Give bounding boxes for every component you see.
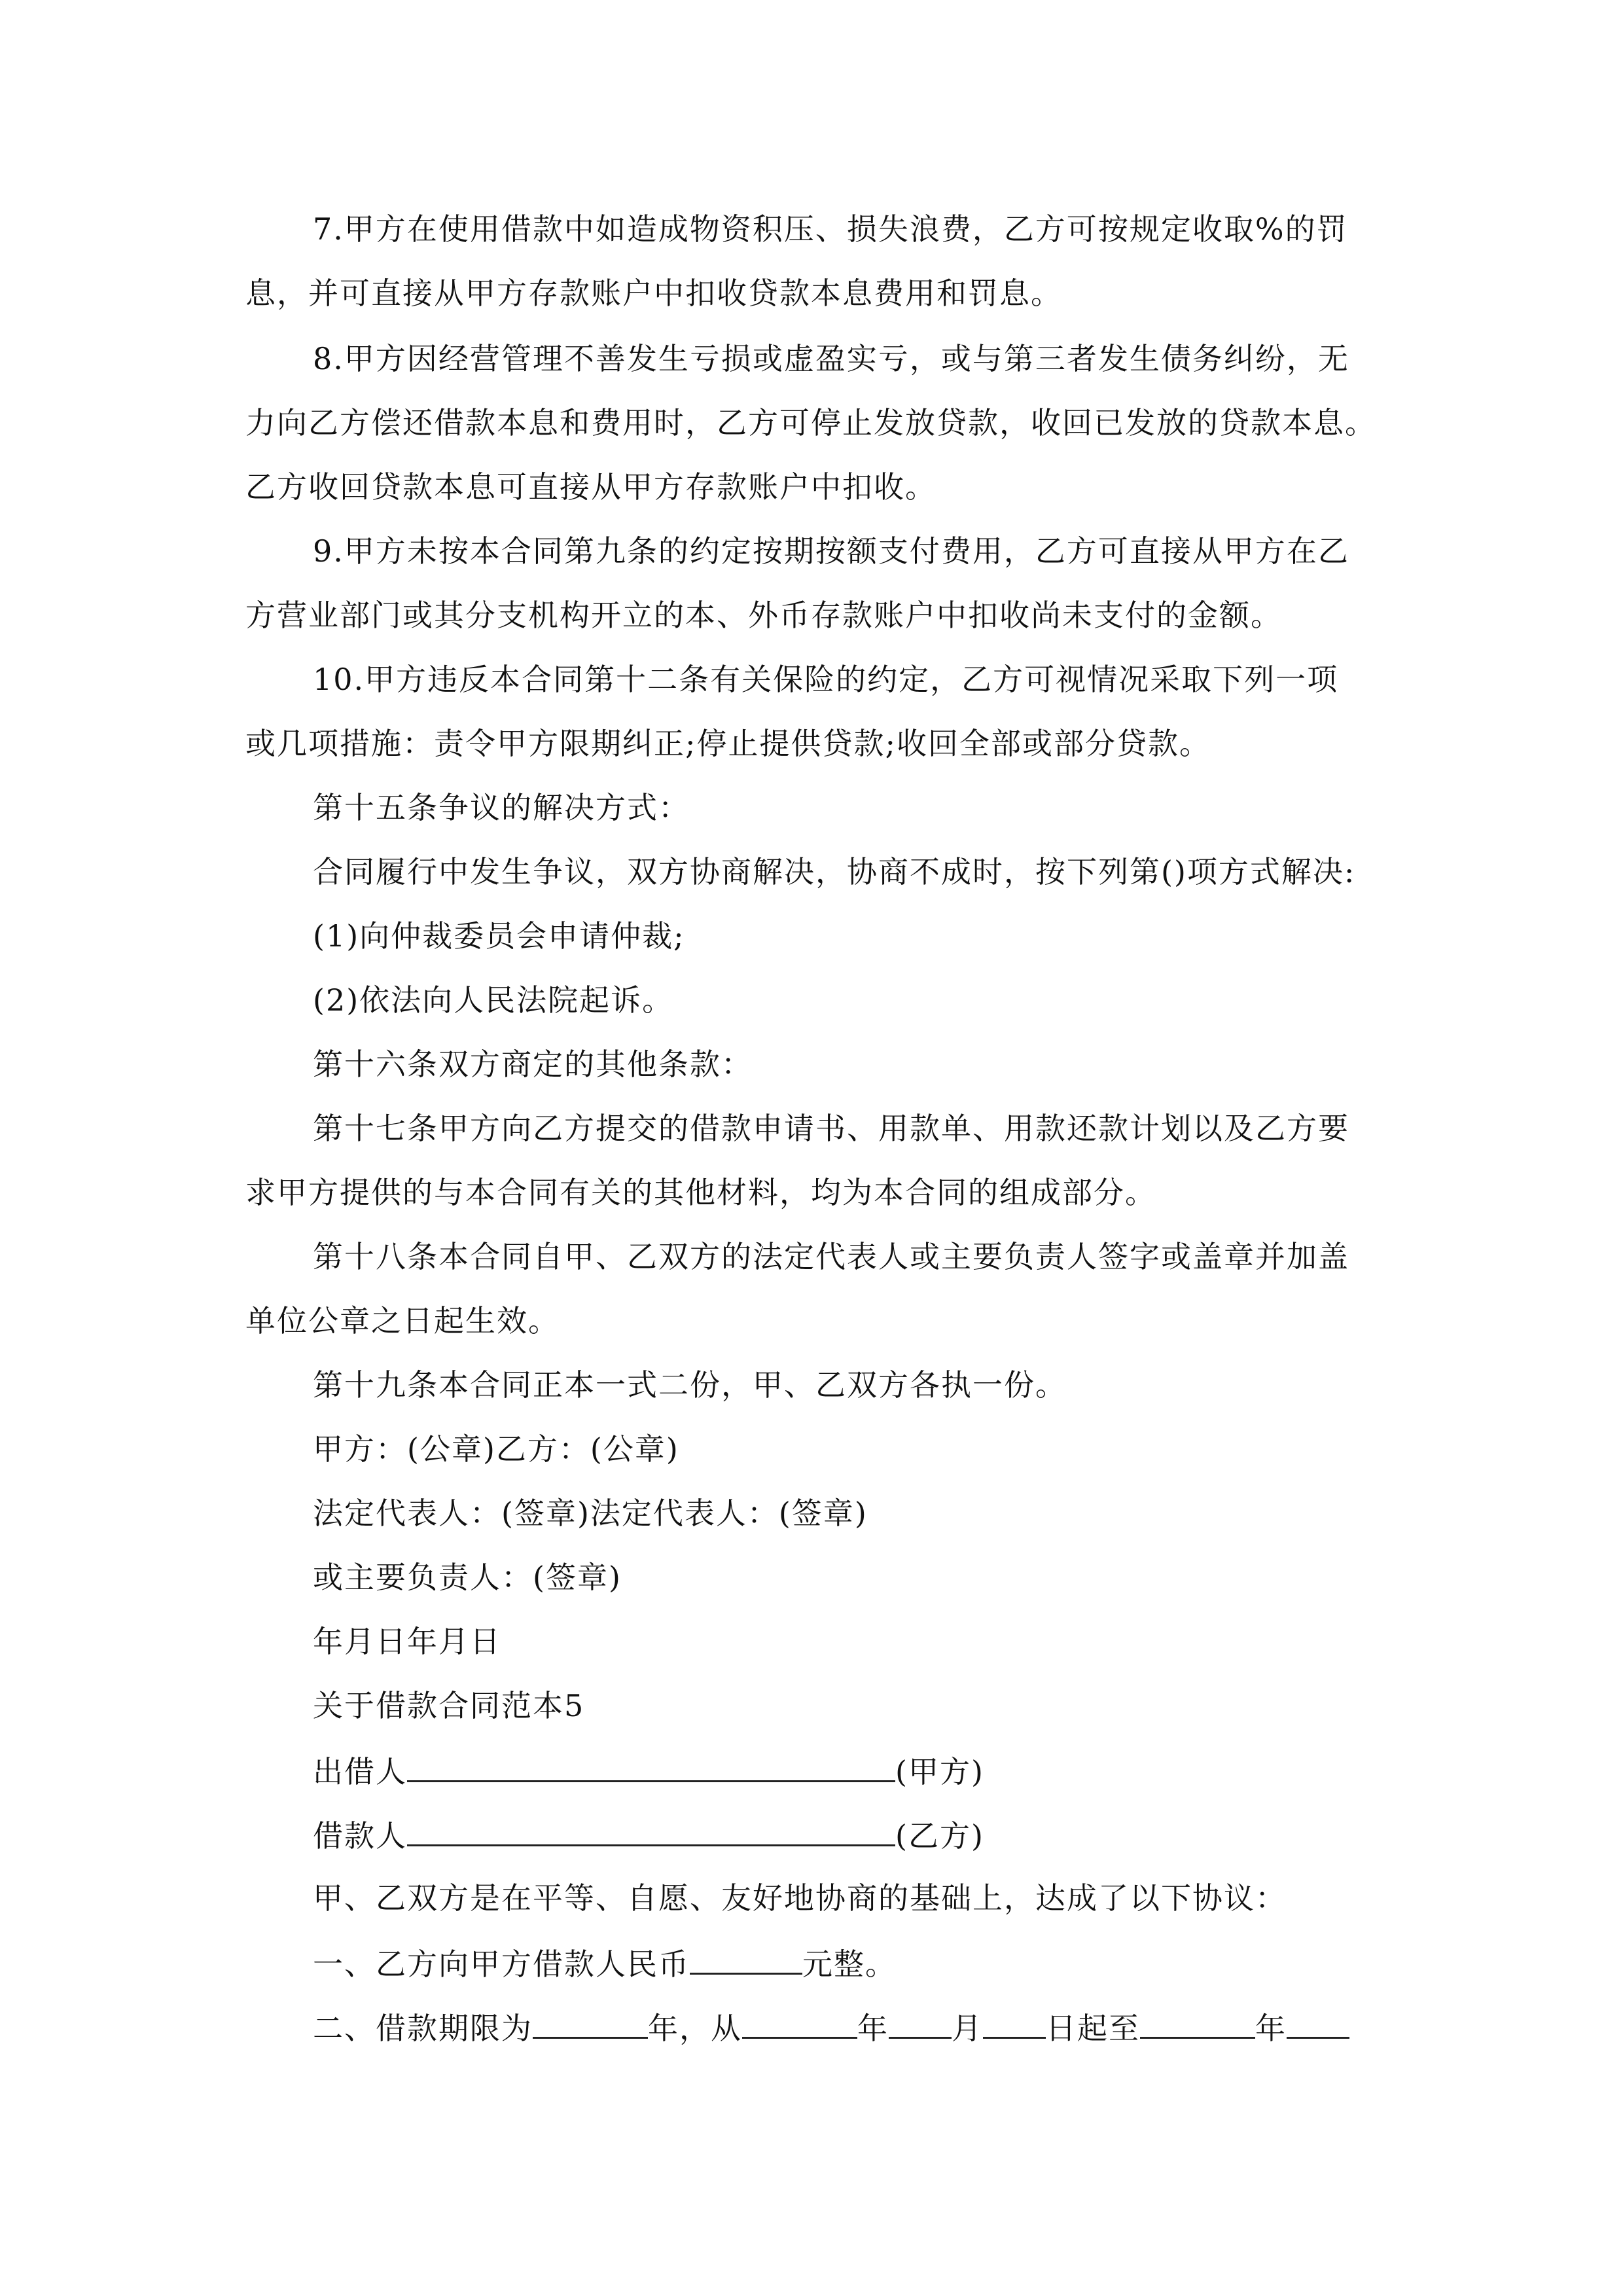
borrower-suffix: (乙方) — [895, 1818, 984, 1854]
paragraph-line: 息，并可直接从甲方存款账户中扣收贷款本息费用和罚息。 — [245, 276, 1062, 311]
clause-2-text: 月 — [952, 2011, 983, 2046]
clause-2 — [313, 2008, 1349, 2047]
end-year-blank — [1140, 2008, 1255, 2039]
clause-2-text: 年 — [1255, 2011, 1287, 2046]
paragraph-line: 或几项措施：责令甲方限期纠正;停止提供贷款;收回全部或部分贷款。 — [245, 726, 1211, 761]
term-years-blank — [533, 2008, 648, 2039]
paragraph-line: 乙方收回贷款本息可直接从甲方存款账户中扣收。 — [245, 469, 936, 505]
clause-2-text: 日起至 — [1046, 2011, 1140, 2046]
paragraph-line: 10.甲方违反本合同第十二条有关保险的约定，乙方可视情况采取下列一项 — [313, 662, 1339, 697]
paragraph-line: 求甲方提供的与本合同有关的其他材料，均为本合同的组成部分。 — [245, 1175, 1156, 1210]
clause-2-text: 年 — [857, 2011, 889, 2046]
lender-suffix: (甲方) — [895, 1754, 984, 1789]
end-month-blank — [1287, 2008, 1349, 2039]
signature-line: 法定代表人：(签章)法定代表人：(签章) — [313, 1496, 868, 1531]
list-item: (2)依法向人民法院起诉。 — [313, 982, 674, 1018]
start-day-blank — [983, 2008, 1046, 2039]
borrower-line — [313, 1816, 984, 1854]
clause-2-prefix: 二、借款期限为 — [313, 2011, 533, 2046]
paragraph-line: 第十九条本合同正本一式二份，甲、乙双方各执一份。 — [313, 1367, 1067, 1403]
clause-1-prefix: 一、乙方向甲方借款人民币 — [313, 1946, 690, 1982]
agreement-intro: 甲、乙双方是在平等、自愿、友好地协商的基础上，达成了以下协议： — [313, 1880, 1287, 1916]
paragraph-line: 方营业部门或其分支机构开立的本、外币存款账户中扣收尚未支付的金额。 — [245, 598, 1282, 633]
paragraph-line: 第十七条甲方向乙方提交的借款申请书、用款单、用款还款计划以及乙方要 — [313, 1111, 1349, 1146]
lender-line — [313, 1751, 984, 1790]
clause-1 — [313, 1944, 897, 1982]
paragraph-line: 8.甲方因经营管理不善发生亏损或虚盈实亏，或与第三者发生债务纠纷，无 — [313, 341, 1349, 376]
clause-2-text: 年，从 — [648, 2011, 742, 2046]
lender-blank — [407, 1751, 895, 1782]
section-heading: 第十六条双方商定的其他条款： — [313, 1047, 753, 1082]
date-line: 年月日年月日 — [313, 1624, 501, 1659]
clause-1-suffix: 元整。 — [802, 1946, 897, 1982]
section-heading: 第十五条争议的解决方式： — [313, 790, 690, 825]
signature-line: 或主要负责人：(签章) — [313, 1560, 622, 1595]
paragraph-line: 单位公章之日起生效。 — [245, 1303, 560, 1338]
start-year-blank — [742, 2008, 857, 2039]
signature-line: 甲方：(公章)乙方：(公章) — [313, 1431, 679, 1467]
paragraph-line: 合同履行中发生争议，双方协商解决，协商不成时，按下列第()项方式解决: — [313, 854, 1356, 889]
lender-label: 出借人 — [313, 1754, 407, 1789]
borrower-label: 借款人 — [313, 1818, 407, 1854]
paragraph-line: 9.甲方未按本合同第九条的约定按期按额支付费用，乙方可直接从甲方在乙 — [313, 533, 1349, 569]
paragraph-line: 7.甲方在使用借款中如造成物资积压、损失浪费，乙方可按规定收取%的罚 — [313, 211, 1348, 247]
list-item: (1)向仲裁委员会申请仲裁; — [313, 918, 685, 954]
paragraph-line: 第十八条本合同自甲、乙双方的法定代表人或主要负责人签字或盖章并加盖 — [313, 1239, 1349, 1274]
document-title: 关于借款合同范本5 — [313, 1688, 585, 1723]
paragraph-line: 力向乙方偿还借款本息和费用时，乙方可停止发放贷款，收回已发放的贷款本息。 — [245, 405, 1376, 440]
amount-blank — [690, 1944, 802, 1975]
start-month-blank — [889, 2008, 952, 2039]
borrower-blank — [407, 1816, 895, 1846]
